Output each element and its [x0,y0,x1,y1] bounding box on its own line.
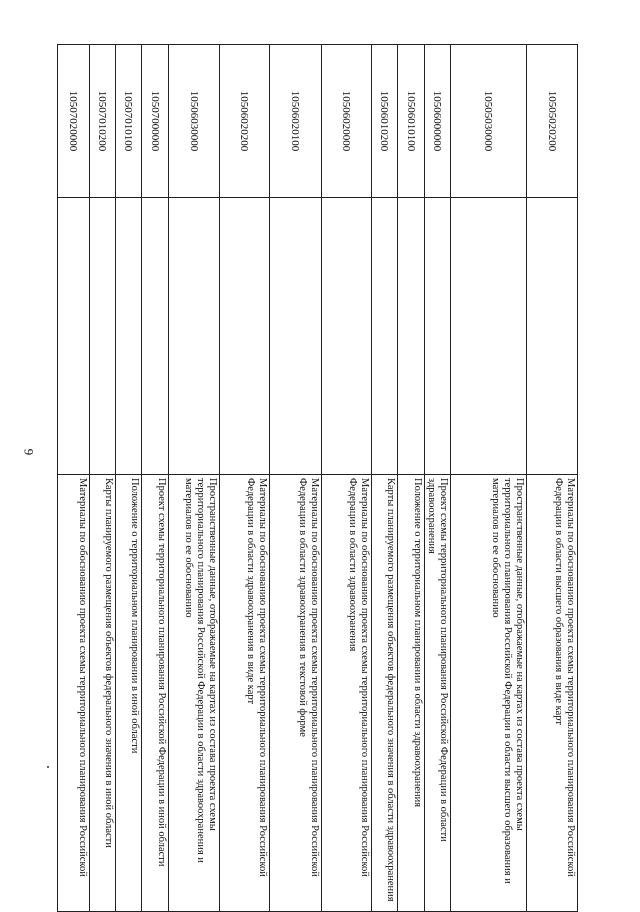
page-number: 6 [21,448,36,456]
table-row [220,45,270,912]
table-row [169,45,220,912]
row-description: Материалы по обоснованию проекта схемы территориального планирования Российской Федерации в области здравоохранения в текстовой форме [270,475,322,912]
table-row [425,45,451,912]
rotated-table-wrapper [67,44,578,902]
classifier-table [57,44,578,912]
row-code: 10506010200 [372,45,398,198]
row-code: 10506010100 [398,45,425,198]
row-description: Материалы по обоснованию проекта схемы территориального планирования Российской Федерации в области здравоохранения в виде карт [220,475,270,912]
scan-speck [47,766,49,768]
row-empty-cell [527,198,578,475]
row-code: 10506020200 [220,45,270,198]
row-code: 10507020000 [58,45,90,198]
row-empty-cell [398,198,425,475]
row-description: Проект схемы территориального планирования Российской Федерации в иной области [142,475,169,912]
table-row [90,45,116,912]
table-row [398,45,425,912]
row-empty-cell [270,198,322,475]
row-code: 10507000000 [142,45,169,198]
table-row [322,45,372,912]
row-empty-cell [116,198,142,475]
table-row [116,45,142,912]
row-description: Проект схемы территориального планирования Российской Федерации в области здравоохранения [425,475,451,912]
row-code: 10506020100 [270,45,322,198]
table-row [142,45,169,912]
table-row [372,45,398,912]
row-code: 10505030000 [451,45,527,198]
row-code: 10507010100 [116,45,142,198]
table-row [270,45,322,912]
row-empty-cell [451,198,527,475]
row-description: Положение о территориальном планировании в области здравоохранения [398,475,425,912]
row-empty-cell [425,198,451,475]
table-row [527,45,578,912]
row-description: Карты планируемого размещения объектов федерального значения в области здравоохранения [372,475,398,912]
table-row [451,45,527,912]
row-description: Карты планируемого размещения объектов федерального значения в иной области [90,475,116,912]
table-row [58,45,90,912]
row-empty-cell [90,198,116,475]
row-description: Материалы по обоснованию проекта схемы территориального планирования Российской Федерации в области высшего образования в виде карт [527,475,578,912]
row-empty-cell [372,198,398,475]
row-code: 10506030000 [169,45,220,198]
row-description: Материалы по обоснованию проекта схемы территориального планирования Российской Федерации в области здравоохранения [322,475,372,912]
row-code: 10505020200 [527,45,578,198]
row-description: Положение о территориальном планировании в иной области [116,475,142,912]
row-code: 10506000000 [425,45,451,198]
row-code: 10506020000 [322,45,372,198]
row-description: Пространственные данные, отображаемые на картах из состава проекта схемы территориального планирования Российской Федерации в области здравоохранения и материалов по ее обоснованию [169,475,220,912]
row-description: Пространственные данные, отображаемые на картах из состава проекта схемы территориального планирования Российской Федерации в области высшего образования и материалов по ее обоснованию [451,475,527,912]
row-description: Материалы по обоснованию проекта схемы территориального планирования Российской [58,475,90,912]
row-empty-cell [322,198,372,475]
row-empty-cell [169,198,220,475]
row-empty-cell [58,198,90,475]
row-code: 10507010200 [90,45,116,198]
row-empty-cell [220,198,270,475]
row-empty-cell [142,198,169,475]
